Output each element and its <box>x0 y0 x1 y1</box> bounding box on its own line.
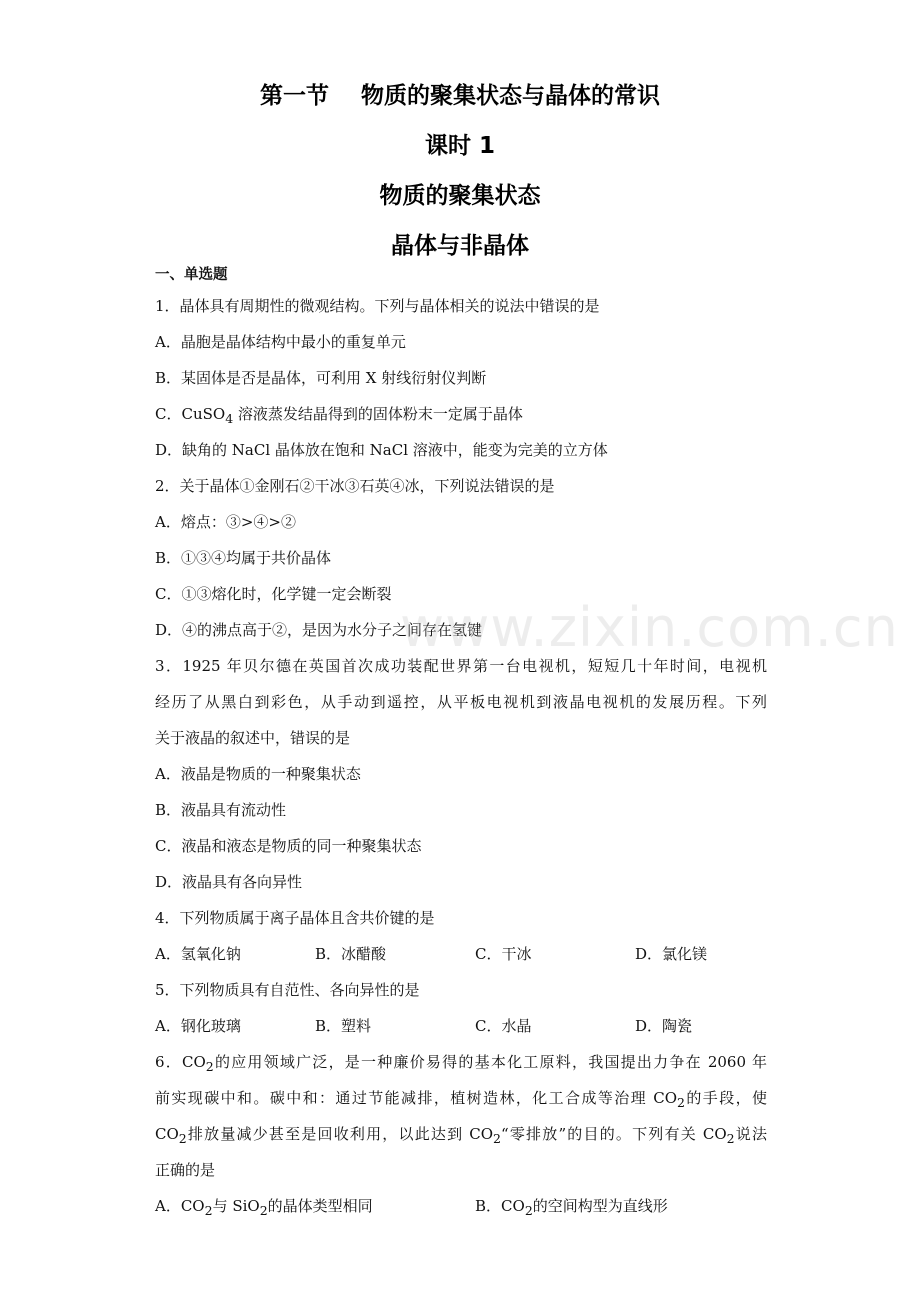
question-1-option-d: D．缺角的 NaCl 晶体放在饱和 NaCl 溶液中，能变为完美的立方体 <box>155 441 608 459</box>
question-6-option-b <box>475 1188 795 1224</box>
text-run: 与 SiO <box>212 1197 260 1215</box>
text-run: CO <box>155 1125 179 1143</box>
question-body <box>155 262 767 1224</box>
text-run: 的应用领域广泛，是一种廉价易得的基本化工原料，我国提出力争在 2060 年 <box>213 1053 767 1071</box>
question-3-option-d: D．液晶具有各向异性 <box>155 873 303 891</box>
question-5-option-d: D．陶瓷 <box>635 1017 693 1035</box>
question-5-option-b: B．塑料 <box>315 1017 372 1035</box>
question-2-stem: 2．关于晶体①金刚石②干冰③石英④冰，下列说法错误的是 <box>155 477 555 495</box>
subscript: 2 <box>178 1131 187 1146</box>
subtitle-aggregation: 物质的聚集状态 <box>379 183 541 209</box>
question-2-option-d: D．④的沸点高于②，是因为水分子之间存在氢键 <box>155 621 483 639</box>
text-run: 的晶体类型相同 <box>267 1197 373 1215</box>
question-6-options <box>155 1188 767 1224</box>
question-6-stem-line-3 <box>155 1116 767 1152</box>
question-4-options <box>155 936 767 972</box>
question-4-option-a: A．氢氧化钠 <box>155 945 241 963</box>
lesson-title: 课时 1 <box>424 133 495 159</box>
text-run: 说法 <box>734 1125 767 1143</box>
question-1-option-b: B．某固体是否是晶体，可利用 X 射线衍射仪判断 <box>155 369 487 387</box>
question-5-option-a: A．钢化玻璃 <box>155 1017 241 1035</box>
subscript: 2 <box>204 1203 213 1218</box>
subscript: 2 <box>259 1203 268 1218</box>
question-3-option-b: B．液晶具有流动性 <box>155 801 287 819</box>
subscript: 2 <box>493 1131 501 1146</box>
question-4-option-b: B．冰醋酸 <box>315 945 387 963</box>
text-run: A．CO <box>155 1197 205 1215</box>
subscript: 2 <box>524 1203 533 1218</box>
subtitle-crystal: 晶体与非晶体 <box>391 233 529 259</box>
question-5-option-c: C．水晶 <box>475 1017 532 1035</box>
subscript: 4 <box>225 411 234 426</box>
question-3-stem-line-3: 关于液晶的叙述中，错误的是 <box>155 729 351 747</box>
text-run: 溶液蒸发结晶得到的固体粉末一定属于晶体 <box>233 405 523 423</box>
question-1-stem: 1．晶体具有周期性的微观结构。下列与晶体相关的说法中错误的是 <box>155 297 600 315</box>
chapter-title: 第一节 物质的聚集状态与晶体的常识 <box>259 83 661 109</box>
text-run: 的手段，使 <box>684 1089 767 1107</box>
question-5-options <box>155 1008 767 1044</box>
question-4-stem: 4．下列物质属于离子晶体且含共价键的是 <box>155 909 435 927</box>
question-2-option-c: C．①③熔化时，化学键一定会断裂 <box>155 585 392 603</box>
watermark: www.zixin.com.cn <box>400 596 899 659</box>
question-6-stem-line-1 <box>155 1044 767 1080</box>
subscript: 2 <box>205 1059 214 1074</box>
section-heading: 一、单选题 <box>155 267 228 283</box>
question-3-option-a: A．液晶是物质的一种聚集状态 <box>155 765 361 783</box>
text-run: C．CuSO <box>155 405 226 423</box>
question-1-option-c <box>155 396 767 432</box>
question-6-stem-line-4: 正确的是 <box>155 1161 216 1179</box>
question-4-option-c: C．干冰 <box>475 945 532 963</box>
subscript: 2 <box>677 1095 685 1110</box>
title-block <box>0 76 920 276</box>
text-run: 的空间构型为直线形 <box>532 1197 668 1215</box>
question-4-option-d: D．氯化镁 <box>635 945 708 963</box>
text-run: 6．CO <box>155 1053 206 1071</box>
text-run: 排放量减少甚至是回收利用，以此达到 CO <box>186 1125 494 1143</box>
question-6-option-a <box>155 1188 475 1224</box>
text-run: 前实现碳中和。碳中和：通过节能减排，植树造林，化工合成等治理 CO <box>155 1089 678 1107</box>
text-run: B．CO <box>475 1197 525 1215</box>
question-2-option-b: B．①③④均属于共价晶体 <box>155 549 332 567</box>
question-3-option-c: C．液晶和液态是物质的同一种聚集状态 <box>155 837 422 855</box>
subscript: 2 <box>726 1131 735 1146</box>
question-2-option-a: A．熔点：③>④>② <box>155 513 296 531</box>
text-run: “零排放”的目的。下列有关 CO <box>500 1125 727 1143</box>
question-5-stem: 5．下列物质具有自范性、各向异性的是 <box>155 981 420 999</box>
question-3-stem-line-2: 经历了从黑白到彩色，从手动到遥控，从平板电视机到液晶电视机的发展历程。下列 <box>155 693 767 711</box>
question-6-stem-line-2 <box>155 1080 767 1116</box>
question-3-stem-line-1: 3．1925 年贝尔德在英国首次成功装配世界第一台电视机，短短几十年时间，电视机 <box>155 657 767 675</box>
question-1-option-a: A．晶胞是晶体结构中最小的重复单元 <box>155 333 406 351</box>
